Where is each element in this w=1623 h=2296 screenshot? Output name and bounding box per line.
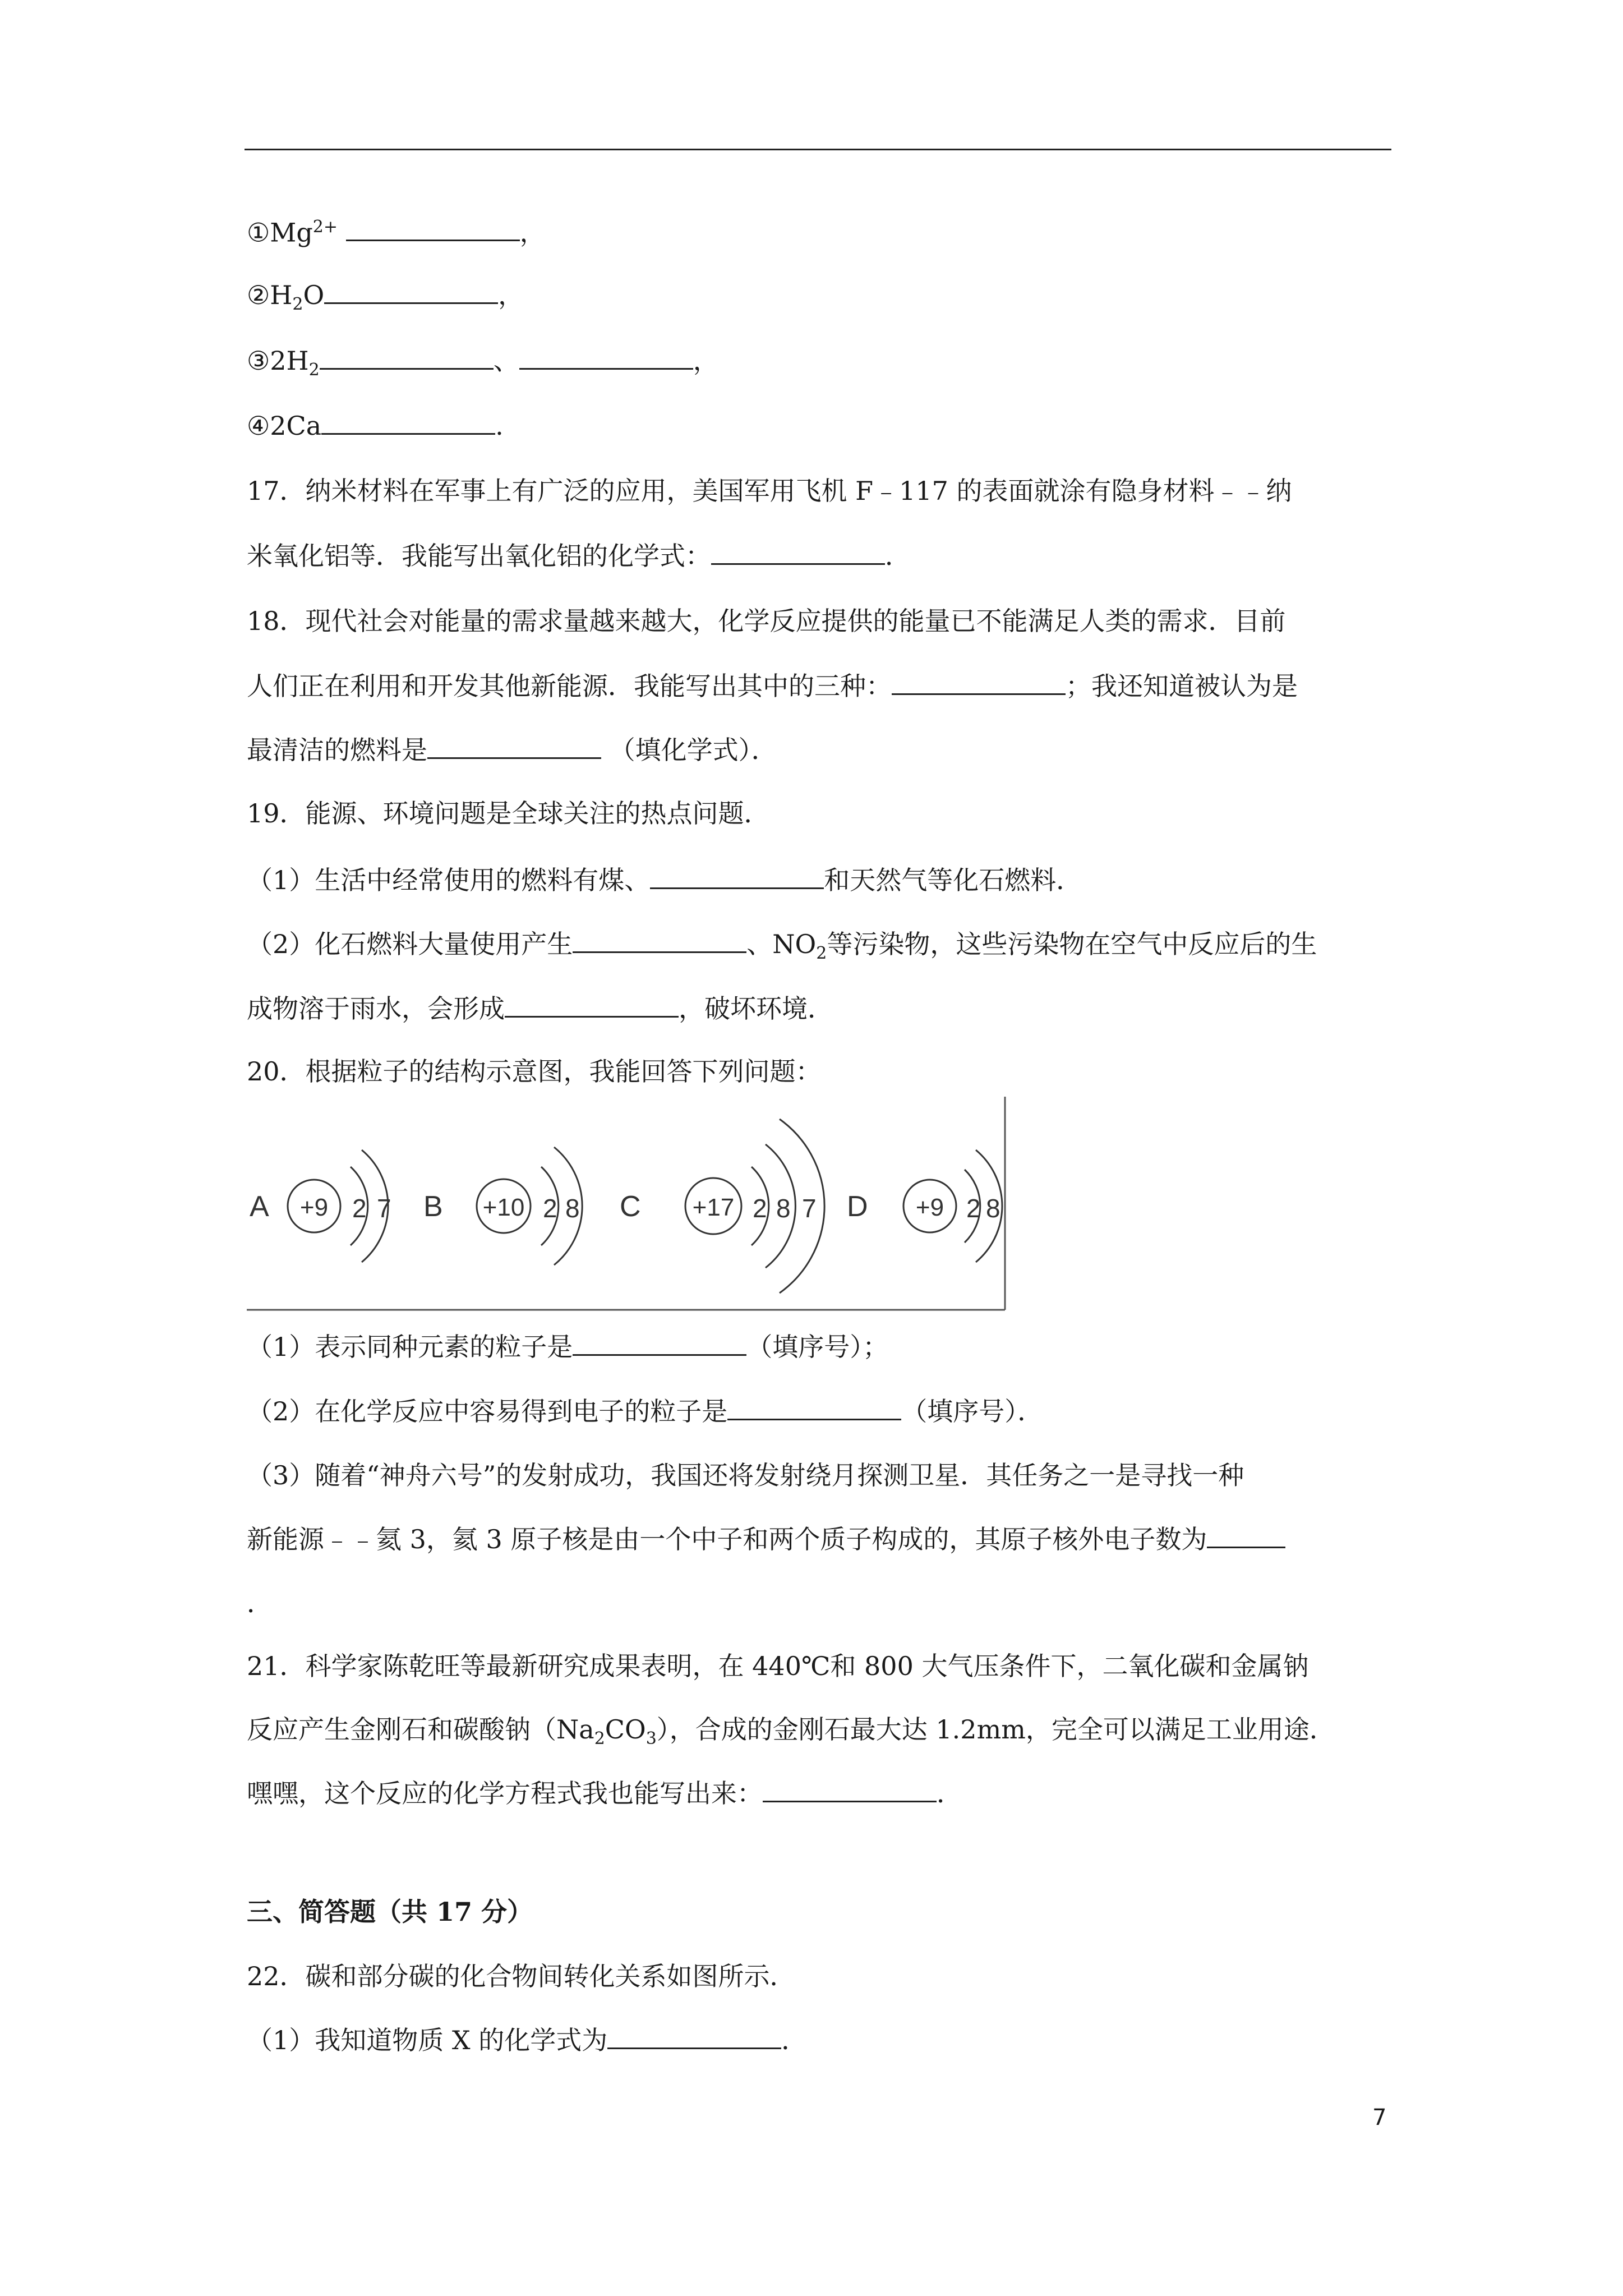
particle-d-shell-1-electrons: 2 [966,1194,981,1223]
answer-blank[interactable] [346,215,520,241]
particle-a-label: A [250,1190,269,1223]
q19-part-1: （1）生活中经常使用的燃料有煤、 和天然气等化石燃料． [247,863,1082,897]
answer-blank[interactable] [505,991,679,1018]
q17-line-1: 17．纳米材料在军事上有广泛的应用，美国军用飞机 F﹣117 的表面就涂有隐身材料﹣﹣纳 [247,476,1292,506]
q18-line-3: 最清洁的燃料是 （填化学式）． [247,733,777,767]
particle-c-charge: +17 [692,1194,735,1221]
particle-a-shell-1-electrons: 2 [352,1194,367,1223]
particle-b-shell-1-electrons: 2 [543,1194,557,1223]
q20-part-3-end: ． [247,1588,273,1618]
particle-d-charge: +9 [915,1194,944,1221]
q21-line-3: 嘿嘿，这个反应的化学方程式我也能写出来： ． [247,1776,962,1810]
answer-blank[interactable] [1207,1522,1285,1548]
q20-part-1: （1）表示同种元素的粒子是 （填序号）； [247,1329,888,1364]
answer-blank[interactable] [573,927,746,953]
particle-diagram-svg [247,1097,1006,1311]
q16-item-3: $③2H_2$ 、 ， [247,343,719,387]
answer-blank[interactable] [763,1776,937,1802]
q16-item-1: $①Mg^{2+}$ ， [247,210,546,249]
q20-part-3-cont: 新能源﹣﹣氦 3，氦 3 原子核是由一个中子和两个质子构成的，其原子核外电子数为 [247,1522,1285,1556]
particle-a-charge: +9 [299,1194,329,1221]
particle-b-charge: +10 [482,1194,525,1221]
particle-d-label: D [847,1190,868,1223]
answer-blank[interactable] [892,669,1066,695]
answer-blank[interactable] [607,2023,781,2049]
particle-d-shell-2-electrons: 8 [986,1194,1000,1223]
answer-blank[interactable] [320,343,494,370]
particle-b-shell-2-electrons: 8 [565,1194,580,1223]
q16-item-2: $②H_2O$ ， [247,278,524,321]
q20-part-3: （3）随着“神舟六号”的发射成功，我国还将发射绕月探测卫星．其任务之一是寻找一种 [247,1460,1244,1490]
answer-blank[interactable] [427,733,601,759]
q17-line-2: 米氧化铝等．我能写出氧化铝的化学式： ． [247,539,911,573]
q19-part-2-cont: 成物溶于雨水，会形成 ，破坏环境． [247,991,833,1025]
q20-stem: 20．根据粒子的结构示意图，我能回答下列问题： [247,1056,822,1087]
answer-blank[interactable] [519,343,693,370]
answer-blank[interactable] [324,278,498,304]
particle-b-label: B [423,1190,443,1223]
answer-blank[interactable] [321,408,495,435]
q21-line-1: 21．科学家陈乾旺等最新研究成果表明，在 440℃和 800 大气压条件下，二氧化碳和金属钠 [247,1651,1309,1681]
q18-line-1: 18．现代社会对能量的需求量越来越大，化学反应提供的能量已不能满足人类的需求．目前 [247,606,1286,636]
q22-part-1: （1）我知道物质 X 的化学式为 ． [247,2023,807,2057]
q21-line-2: 反应产生金刚石和碳酸钠$(Na_2CO_3)$，合成的金刚石最大达 1.2mm，完全可以满足工业用途． [247,1714,1335,1749]
q19-stem: 19．能源、环境问题是全球关注的热点问题． [247,798,770,829]
particle-c-label: C [620,1190,641,1223]
particle-a-shell-2-electrons: 7 [377,1194,391,1223]
answer-blank[interactable] [711,539,885,565]
particle-structure-figure [247,1097,1006,1311]
q19-part-2: （2）化石燃料大量使用产生 、$NO_2$等污染物，这些污染物在空气中反应后的生 [247,927,1317,970]
header-rule [245,149,1391,150]
q20-part-2: （2）在化学反应中容易得到电子的粒子是 （填序号）． [247,1394,1043,1428]
q18-line-2: 人们正在利用和开发其他新能源．我能写出其中的三种： ；我还知道被认为是 [247,669,1298,703]
q22-stem: 22．碳和部分碳的化合物间转化关系如图所示． [247,1961,796,1991]
particle-c-shell-3-electrons: 7 [802,1194,817,1223]
section-3-title: 三、简答题（共 17 分） [247,1897,533,1927]
answer-blank[interactable] [650,863,824,889]
answer-blank[interactable] [573,1329,746,1356]
answer-blank[interactable] [727,1394,901,1420]
particle-c-shell-2-electrons: 8 [776,1194,791,1223]
q16-item-4: ④2Ca . [247,408,504,443]
page-number: 7 [1372,2105,1387,2131]
particle-c-shell-1-electrons: 2 [753,1194,767,1223]
